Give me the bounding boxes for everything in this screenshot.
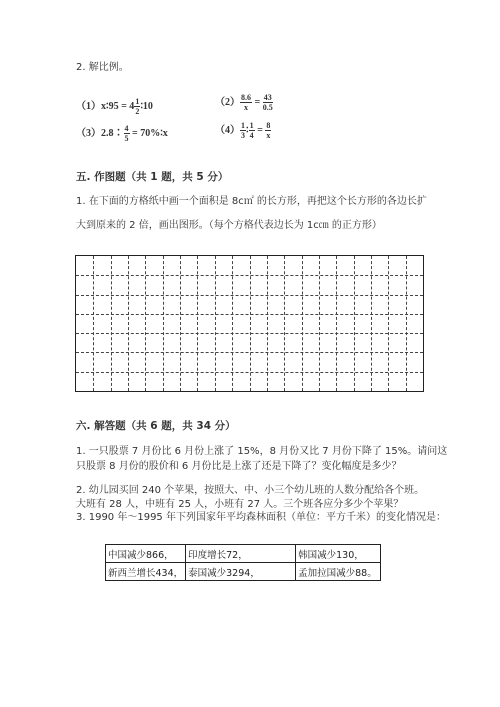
section-6-q2-line-2: 大班有 28 人，中班有 25 人，小班有 27 人。三个班各应分多少个苹果？ (76, 499, 404, 510)
q2-title: 2. 解比例。 (76, 62, 129, 73)
square-grid-paper[interactable] (75, 255, 424, 392)
equation-3 (76, 124, 168, 143)
section-6-q1-line-1: 1. 一只股票 7 月份比 6 月份上涨了 15%，8 月份又比 7 月份下降了 15%。请问这 (76, 446, 448, 457)
fraction-denominator: 4 (249, 131, 254, 141)
section-6-q3-line-1: 3. 1990 年～1995 年下列国家年平均森林面积（单位：平方千米）的变化情况是： (76, 512, 446, 523)
fraction-numerator: 1 (135, 97, 140, 107)
fraction-denominator: 5 (124, 134, 129, 144)
table-cell: 韩国减少130， (296, 545, 381, 563)
section-5-question-line-2: 大到原来的 2 倍，画出图形。（每个方格代表边长为 1c㎝ 的正方形） (76, 220, 382, 231)
forest-area-change-table (105, 544, 381, 581)
equation-4 (215, 121, 271, 140)
fraction-numerator: 1 (241, 121, 245, 131)
grid-line-horizontal (76, 314, 423, 315)
section-5-heading: 五. 作图题（共 1 题，共 5 分） (76, 171, 229, 183)
equation-left: 2.8∶ (101, 128, 124, 139)
section-6-q1-line-2: 只股票 8 月份的股价和 6 月份比是上涨了还是下降了？变化幅度是多少？ (76, 461, 402, 472)
section-5-question-line-1: 1. 在下面的方格纸中画一个面积是 8c㎡ 的长方形，再把这个长方形的各边长扩 (76, 196, 427, 207)
grid-line-horizontal (76, 275, 423, 276)
equation-left: x∶95 = 4 (101, 101, 135, 112)
fraction-denominator: 2 (135, 107, 140, 117)
fraction-denominator: 3 (241, 131, 245, 141)
equation-number: （1） (76, 101, 101, 112)
fraction (240, 93, 252, 112)
equals-sign: = (254, 97, 261, 108)
table-cell: 孟加拉国减少88。 (296, 563, 381, 581)
table-cell: 新西兰增长434， (106, 563, 186, 581)
equation-2 (215, 93, 273, 112)
grid-line-horizontal (76, 352, 423, 353)
fraction-numerator: 8.6 (241, 93, 251, 103)
grid-line-horizontal (76, 333, 423, 334)
table-cell: 印度增长72， (186, 545, 296, 563)
fraction-numerator: 8 (266, 121, 271, 131)
equation-right: = 70%∶x (132, 128, 168, 139)
fraction-numerator: 43 (263, 93, 272, 103)
grid-line-horizontal (76, 372, 423, 373)
fraction (263, 93, 273, 112)
table-cell: 中国减少866， (106, 545, 186, 563)
equation-number: （4） (215, 125, 240, 136)
fraction-denominator: 0.5 (262, 103, 273, 113)
equation-number: （2） (215, 97, 240, 108)
table-row (106, 545, 381, 563)
fraction-numerator: 1 (249, 121, 254, 131)
equation-right: ∶10 (140, 101, 153, 112)
section-6-q2-line-1: 2. 幼儿园买回 240 个苹果，按照大、中、小三个幼儿班的人数分配给各个班。 (76, 485, 425, 496)
equation-1 (76, 97, 153, 116)
grid-line-horizontal (76, 295, 423, 296)
fraction (124, 124, 130, 143)
fraction-denominator: x (266, 131, 271, 141)
equation-number: （3） (76, 128, 101, 139)
fraction-denominator: x (244, 103, 248, 113)
section-6-heading: 六. 解答题（共 6 题，共 34 分） (76, 420, 236, 432)
equals-sign: = (257, 125, 263, 136)
table-row (106, 563, 381, 581)
fraction (249, 121, 255, 140)
fraction-numerator: 4 (124, 124, 129, 134)
fraction (265, 121, 271, 140)
table-cell: 泰国减少3294， (186, 563, 296, 581)
ratio-sign: ∶ (246, 125, 249, 136)
